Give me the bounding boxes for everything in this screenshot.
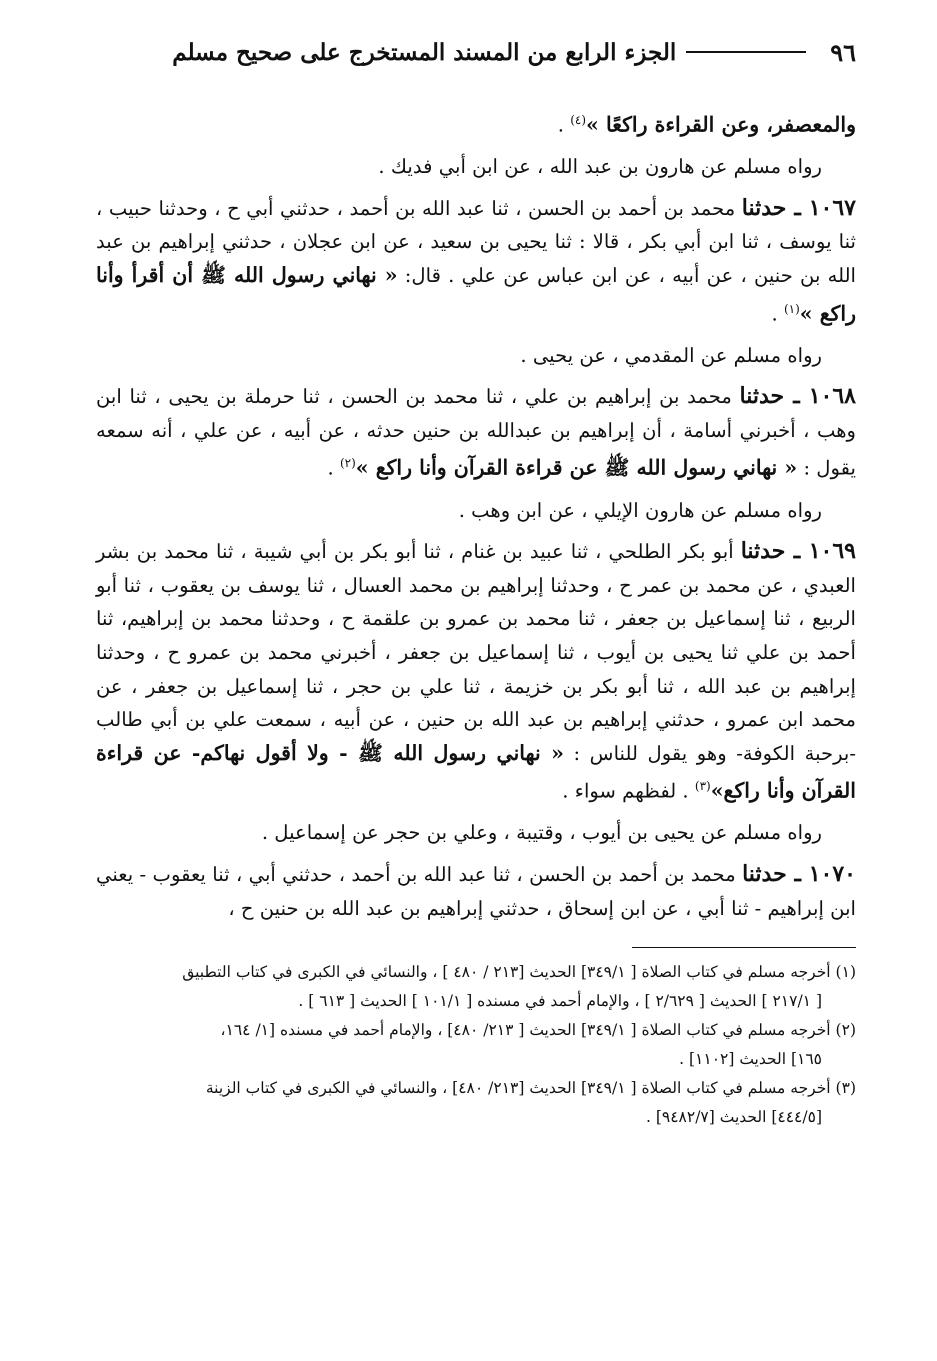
hadith-1067: ١٠٦٧ ـ حدثنا محمد بن أحمد بن الحسن ، ثنا عبد الله بن أحمد ، حدثني أبي ح ، وحدثنا حبيب ، ثنا يوسف ، ثنا ابن أبي بكر ، قالا : ثنا يحيى بن سعيد ، عن ابن عجلان ، حدثني إبراهيم بن عبد الله بن حنين ، عن أبيه ، عن ابن عباس عن علي . قال: « نهاني رسول الله ﷺ أن أقرأ وأنا راكع »$^{(١)}$ . [96,194,857,326]
narration-note: رواه مسلم عن هارون بن عبد الله ، عن ابن أبي فديك . [378,155,822,179]
hadith-1070: ١٠٧٠ ـ حدثنا محمد بن أحمد بن الحسن ، ثنا عبد الله بن أحمد ، حدثني أبي ، ثنا يعقوب - يعني ابن إبراهيم - ثنا أبي ، عن ابن إسحاق ، حدثني إبراهيم بن عبد الله بن حنين ح ، [96,861,856,920]
footnote-separator [632,947,856,948]
running-title: الجزء الرابع من المسند المستخرج على صحيح مسلم [172,38,677,66]
hadith-number: ١٠٧٠ ـ حدثنا [742,861,856,887]
page-number: ٩٦ [830,37,856,67]
footnote-2: (٢) أخرجه مسلم في كتاب الصلاة [ ٣٤٩/١] الحديث [ ٢١٣/ ٤٨٠] ، والإمام أحمد في مسنده [١/ ١٦٤، [220,1021,856,1040]
hadith-number: ١٠٦٩ ـ حدثنا [740,538,856,565]
hadith-1068: ١٠٦٨ ـ حدثنا محمد بن إبراهيم بن علي ، ثنا محمد بن الحسن ، ثنا حرملة بن يحيى ، ثنا ابن وهب ، أخبرني أسامة ، أن إبراهيم بن عبدالله بن حنين حدثه ، عن أبيه ، عن علي ، أنه سمعه يقول : « نهاني رسول الله ﷺ عن قراءة القرآن وأنا راكع »$^{(٢)}$ . [96,383,856,480]
footnote-3: (٣) أخرجه مسلم في كتاب الصلاة [ ٣٤٩/١] الحديث [٢١٣/ ٤٨٠] ، والنسائي في الكبرى في كتاب الزينة [205,1079,856,1098]
narration-note: رواه مسلم عن هارون الإيلي ، عن ابن وهب . [458,498,822,522]
running-header [96,30,856,74]
footnote-ref: (٣) [694,779,711,794]
footnote-ref: (٤) [570,113,587,127]
footnote-3-cont: [٤٤٤/٥] الحديث [٩٤٨٢/٧] . [645,1108,822,1127]
footnote-ref: (١) [783,301,800,316]
narration-note: رواه مسلم عن يحيى بن أيوب ، وقتيبة ، وعلي بن حجر عن إسماعيل . [261,821,822,845]
footnote-1-cont: [ ٢١٧/١ ] الحديث [ ٢/٦٢٩ ] ، والإمام أحمد في مسنده [ ١٠١/١ ] الحديث [ ٦١٣ ] . [298,992,822,1011]
book-page [96,30,856,1132]
hadith-matn: « نهاني رسول الله ﷺ - ولا أقول نهاكم- عن قراءة القرآن وأنا راكع» [96,740,856,803]
hadith-matn: « نهاني رسول الله ﷺ عن قراءة القرآن وأنا راكع » [355,455,798,480]
footnote-1: (١) أخرجه مسلم في كتاب الصلاة [ ٣٤٩/١] الحديث [٢١٣ / ٤٨٠ ] ، والنسائي في الكبرى في كتاب التطبيق [182,963,856,982]
footnote-2-cont: ١٦٥] الحديث [١١٠٢] . [679,1050,822,1069]
hadith-1069: ١٠٦٩ ـ حدثنا أبو بكر الطلحي ، ثنا عبيد بن غنام ، ثنا أبو بكر بن أبي شيبة ، ثنا محمد بن بشر العبدي ، عن محمد بن عمر ح ، وحدثنا إبراهيم بن محمد العسال ، ثنا يوسف بن يعقوب ، ثنا أبو الربيع ، ثنا إسماعيل بن جعفر ، ثنا محمد بن عمرو بن علقمة ح ، وحدثنا محمد بن إبراهيم، ثنا أحمد بن علي ثنا يحيى بن أيوب ، ثنا إسماعيل بن جعفر ، أخبرني محمد بن عمرو ح ، وحدثنا إبراهيم بن عبد الله ، ثنا أبو بكر بن خزيمة ، ثنا علي بن حجر ، ثنا إسماعيل بن جعفر ، عن محمد ابن عمرو ، حدثني إبراهيم بن عبد الله بن حنين ، عن أبيه ، سمعت علي بن أبي طالب -برحبة الكوفة- وهو يقول للناس : « نهاني رسول الله ﷺ - ولا أقول نهاكم- عن قراءة القرآن وأنا راكع»$^{(٣)}$ . لفظهم سواء . [96,538,856,803]
footnote-ref: (٢) [339,456,356,471]
main-text [96,104,856,925]
hadith-number: ١٠٦٨ ـ حدثنا [739,383,856,410]
hadith-matn: « نهاني رسول الله ﷺ أن أقرأ وأنا راكع » [96,262,856,326]
header-rule [686,51,806,53]
hadith-number: ١٠٦٧ ـ حدثنا [741,194,856,221]
narration-note: رواه مسلم عن المقدمي ، عن يحيى . [520,343,822,367]
footnotes [96,958,856,1132]
paragraph-continuation: والمعصفر، وعن القراءة راكعًا »$^{(٤)}$ . [557,112,856,137]
